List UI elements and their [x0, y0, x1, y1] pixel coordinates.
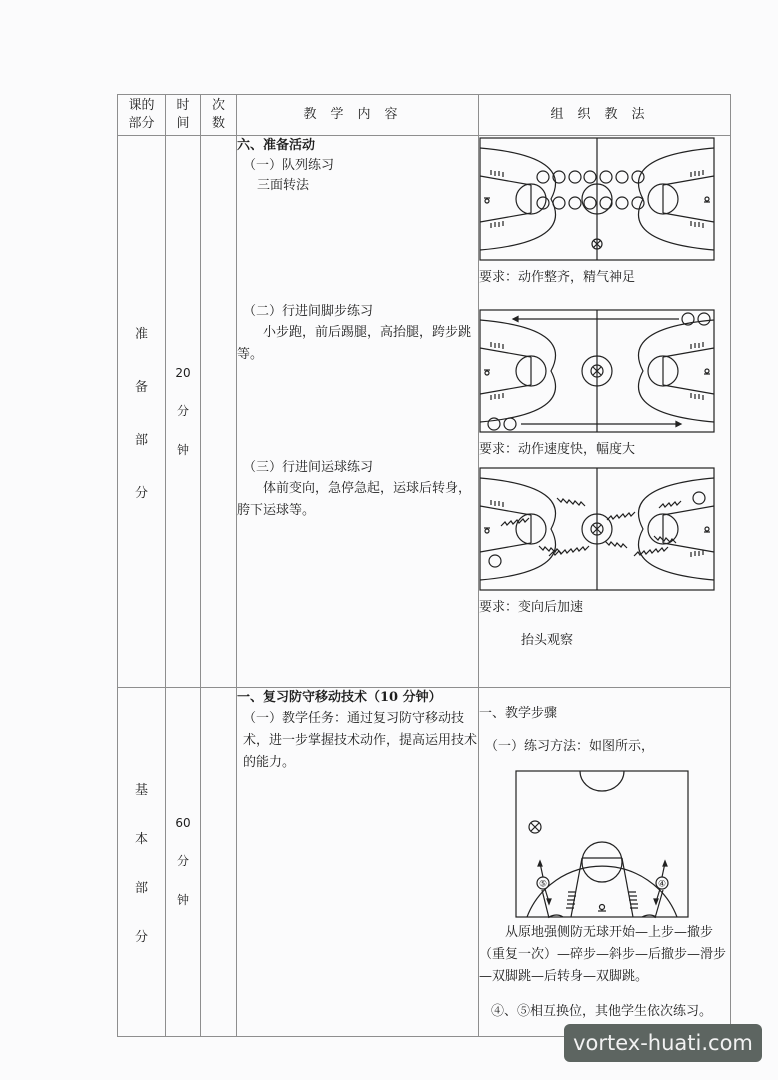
- header-count: 次 数: [201, 95, 237, 136]
- table-header-row: [118, 95, 731, 136]
- content-title: 六、准备活动: [237, 138, 316, 153]
- full-court-dribble-diagram: [479, 466, 715, 592]
- content-main: [237, 688, 479, 1037]
- header-content: 教学内容: [237, 95, 479, 136]
- full-court-formation-diagram: [479, 136, 715, 262]
- method-note: ④、⑤相互换位，其他学生依次练习。: [491, 1004, 713, 1019]
- item-body: 小步跑，前后踢腿，高抬腿，跨步跳等。: [237, 325, 472, 362]
- item-heading: （二）行进间脚步练习: [243, 304, 374, 319]
- lesson-plan-table: [117, 94, 731, 1037]
- header-part: 课的 部分: [118, 95, 166, 136]
- section-main-row: [118, 688, 731, 1037]
- requirement-text: 要求：动作速度快，幅度大: [479, 442, 636, 457]
- method-title: 一、教学步骤: [479, 706, 558, 721]
- svg-text:⑤: ⑤: [538, 879, 548, 890]
- requirement-text-line2: 抬头观察: [521, 633, 574, 648]
- section-warmup-row: [118, 136, 731, 688]
- half-court-defense-diagram: [515, 770, 690, 920]
- count-warmup: [201, 136, 237, 688]
- task-text: （一）教学任务：通过复习防守移动技术，进一步掌握技术动作，提高运用技术的能力。: [243, 711, 478, 770]
- item-heading: （三）行进间运球练习: [243, 460, 374, 475]
- time-warmup: 20 分 钟: [166, 136, 201, 688]
- header-time: 时 间: [166, 95, 201, 136]
- content-warmup: [237, 136, 479, 688]
- part-label-main: 基 本 部 分: [118, 688, 166, 1037]
- method-warmup: [479, 136, 731, 688]
- svg-text:④: ④: [657, 879, 667, 890]
- content-title: 一、复习防守移动技术（10 分钟）: [237, 690, 442, 705]
- item-heading: （一）队列练习: [243, 158, 335, 173]
- item-body: 体前变向，急停急起，运球后转身，胯下运球等。: [237, 481, 472, 518]
- item-body: 三面转法: [257, 178, 310, 193]
- count-main: [201, 688, 237, 1037]
- requirement-text: 要求：变向后加速: [479, 600, 584, 615]
- header-method: 组织教法: [479, 95, 731, 136]
- method-subtitle: （一）练习方法：如图所示，: [485, 739, 655, 754]
- method-main: [479, 688, 731, 1037]
- part-label-warmup: 准 备 部 分: [118, 136, 166, 688]
- lesson-plan-page: [117, 94, 730, 1019]
- method-description: 从原地强侧防无球开始—上步—撤步（重复一次）—碎步—斜步—后撤步—滑步—双脚跳—后转身—双脚跳。: [479, 925, 727, 984]
- watermark-badge: vortex-huati.com: [564, 1024, 762, 1062]
- time-main: 60 分 钟: [166, 688, 201, 1037]
- requirement-text: 要求：动作整齐，精气神足: [479, 270, 636, 285]
- full-court-footwork-diagram: [479, 308, 715, 434]
